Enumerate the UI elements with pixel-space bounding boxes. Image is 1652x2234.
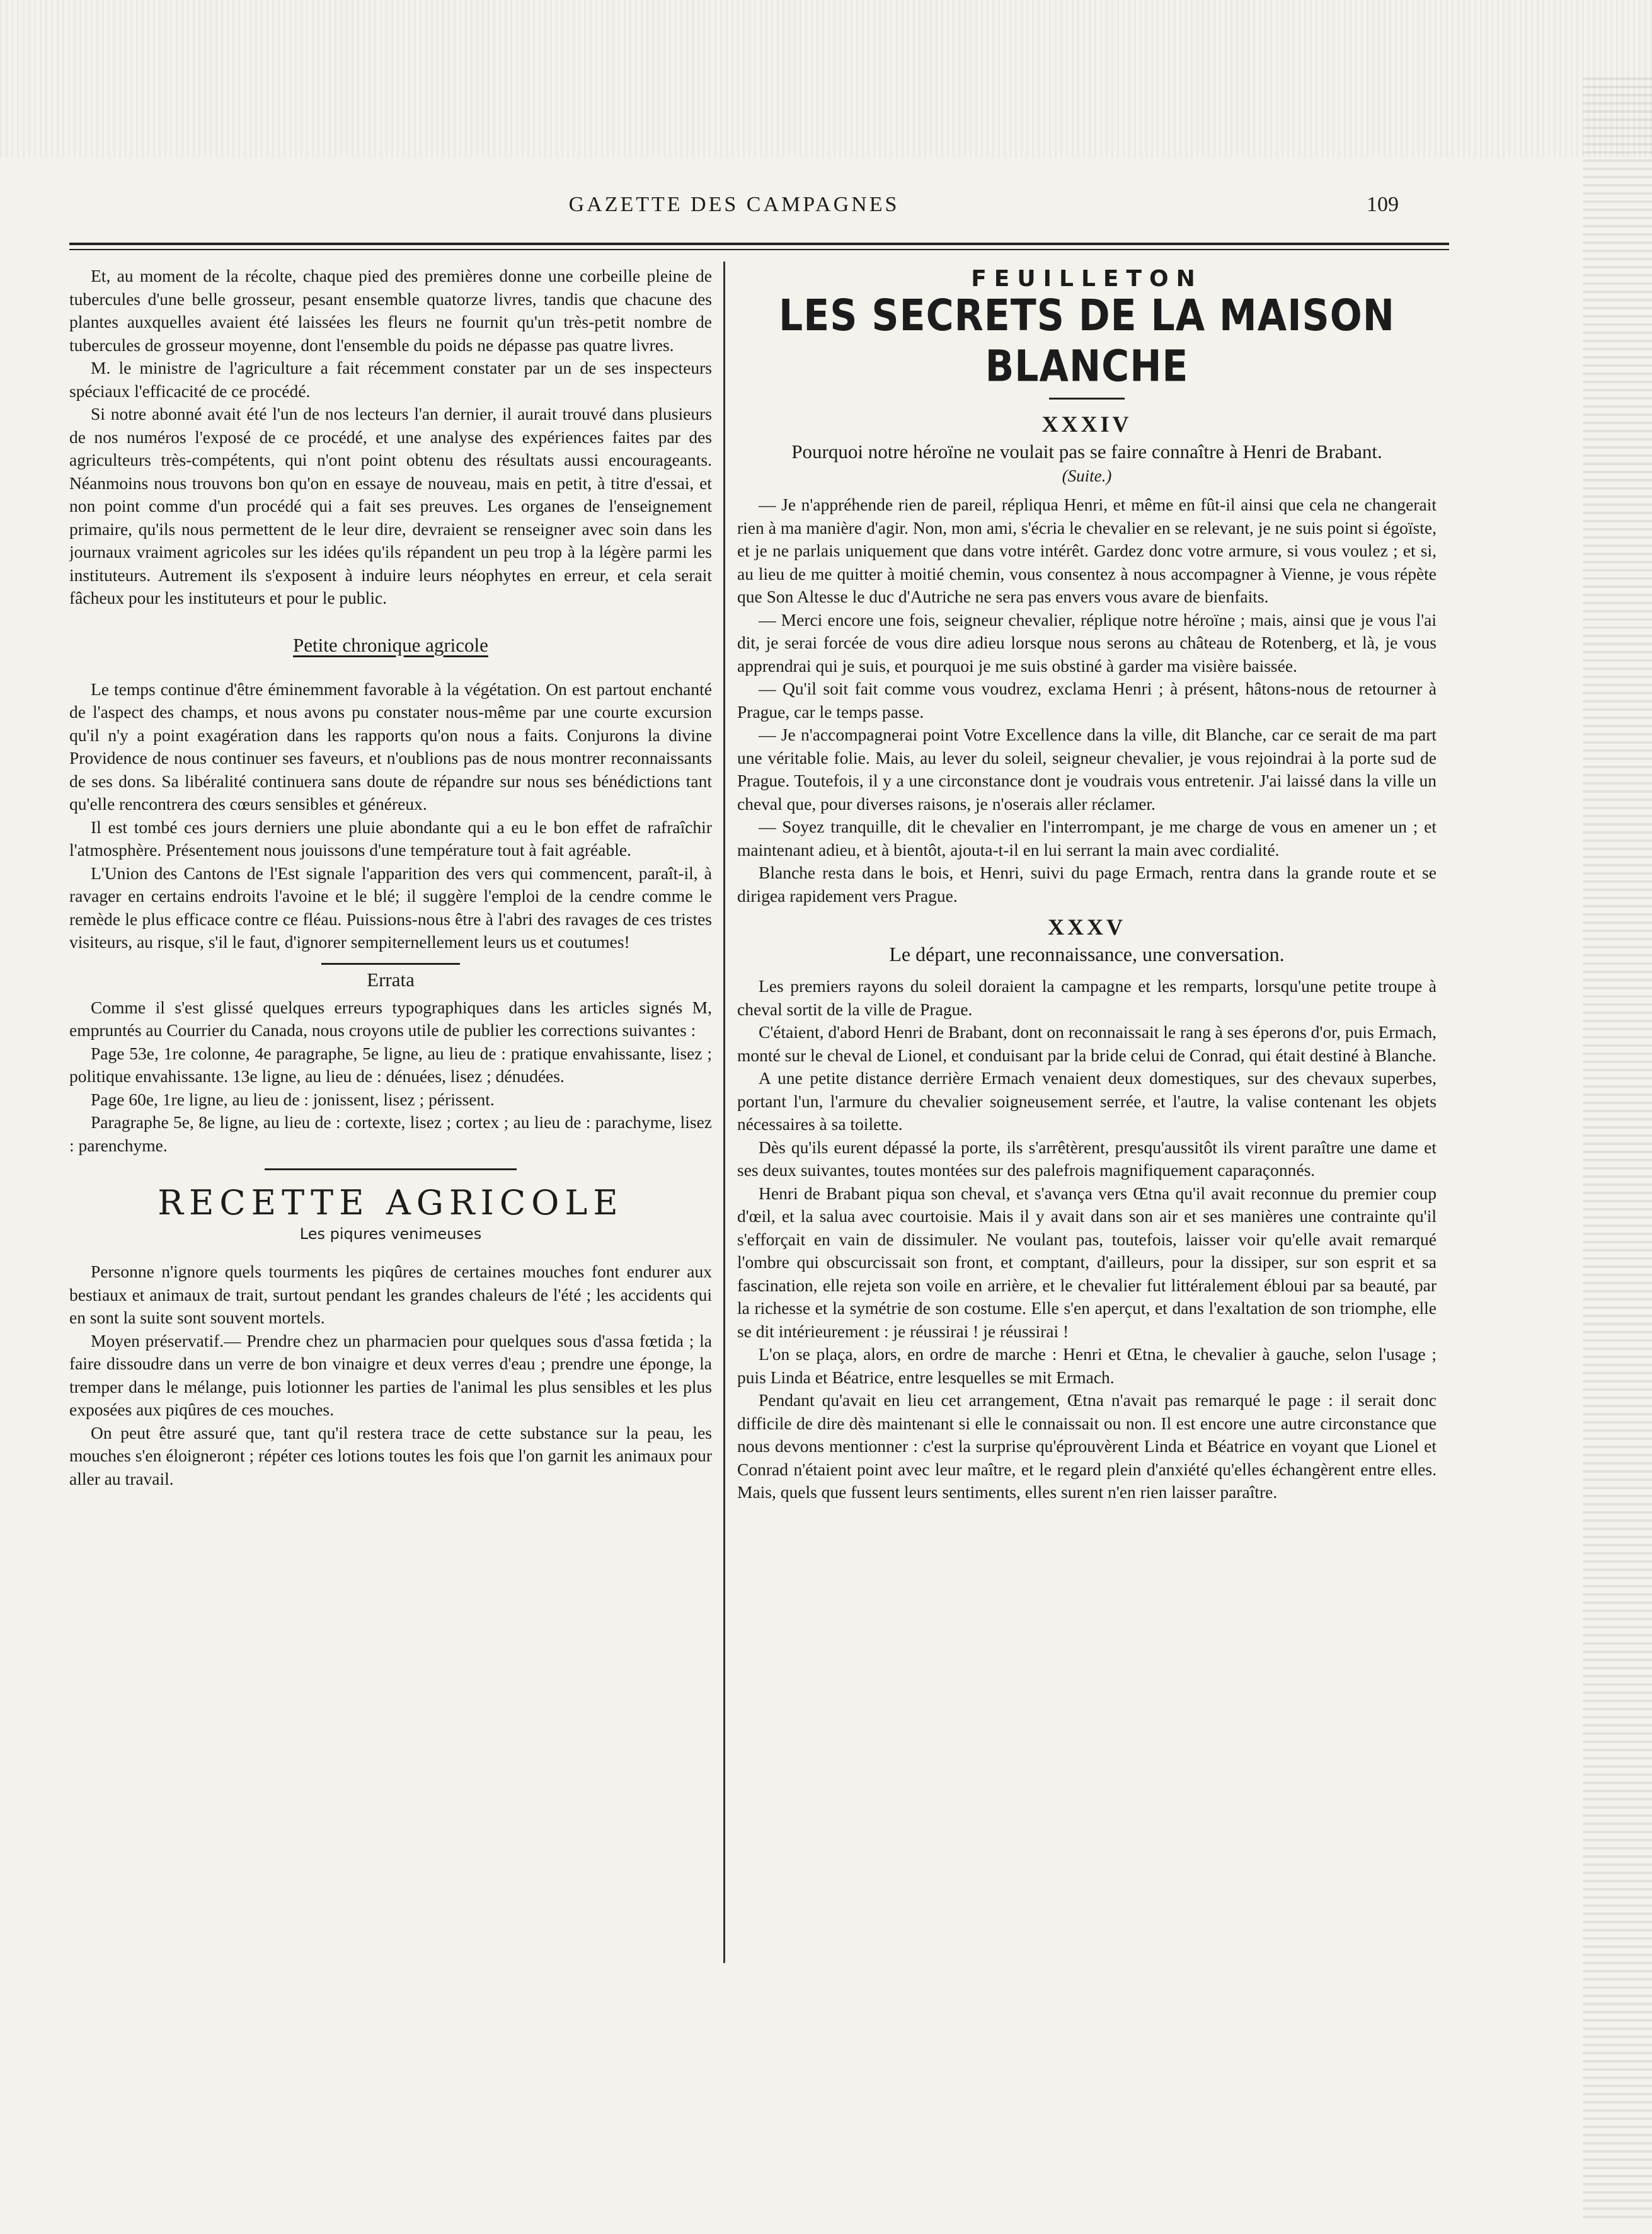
chapter-number: XXXIV [1041, 412, 1132, 437]
story-paragraph: Dès qu'ils eurent dépassé la porte, ils s'arrêtèrent, presqu'aussitôt ils virent paraître une dame et ses deux suivantes, toutes montées sur des palefrois magnifiquement caparaçonnés. [737, 1137, 1437, 1180]
intro-paragraph: Et, au moment de la récolte, chaque pied des premières donne une corbeille pleine de tubercules d'une belle grosseur, pesant ensemble quatorze livres, tandis que chacune des plantes auxquelles avaient été laissées les fleurs ne fournit qu'un très-petit nombre de tubercules de grosseur moyenne, dont l'ensemble du poids ne dépasse pas quatre livres. [69, 266, 712, 355]
recette-paragraph: Moyen préservatif.— Prendre chez un pharmacien pour quelques sous d'assa fœtida ; la faire dissoudre dans un verre de bon vinaigre et deux verres d'eau ; prendre une éponge, la tremper dans le mélange, puis lotionner les parties de l'animal les plus sensibles et les plus exposées aux piqûres de ces mouches. [69, 1330, 712, 1419]
page-number: 109 [1367, 193, 1399, 216]
story-paragraph: Henri de Brabant piqua son cheval, et s'avança vers Œtna qu'il avait reconnue du premier coup d'œil, et la salua avec courtoisie. Mais il y avait dans son air et ses manières une contrainte qu'il s'efforçait en vain de dissimuler. Ne voulant pas, toutefois, laisser voir qu'elle avait remarqué l'ombre qui obscurcissait son front, et comptant, d'ailleurs, pour la dissiper, sur son esprit et sa fascination, elle rejeta son voile en arrière, et le chevalier fut littéralement ébloui par sa beauté, par la richesse et la symétrie de son costume. Elle s'en aperçut, et dans l'exaltation de son triomphe, elle se dit intérieurement : je réussirai ! je réussirai ! [737, 1183, 1437, 1341]
recette-paragraph: Personne n'ignore quels tourments les piqûres de certaines mouches font endurer aux bestiaux et animaux de trait, surtout pendant les grandes chaleurs de l'été ; les accidents qui en sont la suite sont souvent mortels. [69, 1262, 712, 1327]
story-paragraph: Les premiers rayons du soleil doraient la campagne et les remparts, lorsqu'une petite troupe à cheval sortit de la ville de Prague. [737, 976, 1437, 1019]
chronique-title: Petite chronique agricole [293, 633, 488, 656]
chapter-title: Le départ, une reconnaissance, une conversation. [889, 943, 1285, 965]
feuilleton-heading: FEUILLETON [971, 266, 1203, 292]
story-paragraph: C'étaient, d'abord Henri de Brabant, dont on reconnaissait le rang à ses éperons d'or, puis Ermach, monté sur le cheval de Lionel, et conduisant par la bride celui de Conrad, qui était destiné à Blanche. [737, 1022, 1437, 1065]
section-divider [265, 1168, 517, 1170]
section-divider [321, 963, 460, 965]
scan-edge-right [1583, 76, 1652, 2218]
intro-paragraph: Si notre abonné avait été l'un de nos lecteurs l'an dernier, il aurait trouvé dans plusieurs de nos numéros l'exposé de ce procédé, et une analyse des expériences faites par des agriculteurs très-compétents, qui n'ont point obtenu des résultats aussi encourageants. Néanmoins nous trouvons bon qu'on en essaye de nouveau, mais en petit, à titre d'essai, et non point comme d'un procédé qui a fait ses preuves. Les organes de l'enseignement primaire, qu'ils nous permettent de le leur dire, devraient se renseigner avec soin dans les journaux vraiment agricoles sur les idées qu'ils répandent un peu trop à la légère parmi les instituteurs. Autrement ils s'exposent à induire leurs néophytes en erreur, et cela serait fâcheux pour les instituteurs et pour le public. [69, 404, 712, 607]
errata-paragraph: Paragraphe 5e, 8e ligne, au lieu de : cortexte, lisez ; cortex ; au lieu de : parachyme, lisez : parenchyme. [69, 1112, 712, 1155]
chapter-divider [1049, 398, 1125, 400]
scan-noise-top [0, 0, 1652, 158]
story-paragraph: — Merci encore une fois, seigneur chevalier, réplique notre héroïne ; mais, ainsi que je vous l'ai dit, je serai forcée de vous dire adieu lorsque nous serons au château de Rotenberg, et là, je vous apprendrai qui je suis, et pourquoi je me suis obstiné à garder ma visière baissée. [737, 609, 1437, 676]
page-header [69, 189, 1399, 227]
chapter-title: Pourquoi notre héroïne ne voulait pas se faire connaître à Henri de Brabant. [791, 440, 1382, 463]
story-paragraph: — Je n'accompagnerai point Votre Excellence dans la ville, dit Blanche, car ce serait de ma part une véritable folie. Mais, au lever du soleil, seigneur chevalier, je vous rejoindrai à la porte sud de Prague. Toutefois, il y a une circonstance dont je voudrais vous entretenir. J'ai laissé dans la ville un cheval que, pour diverses raisons, je n'oserais aller réclamer. [737, 725, 1437, 814]
story-paragraph: — Je n'appréhende rien de pareil, répliqua Henri, et même en fût-il ainsi que cela ne changerait rien à ma manière d'agir. Non, mon ami, s'écria le chevalier en se relevant, je ne suis point si égoïste, et je ne parlais uniquement que dans votre intérêt. Gardez donc votre armure, si vous voulez ; et si, au lieu de me quitter à moitié chemin, vous consentez à nous accompagner à Vienne, je vous répète que Son Altesse le duc d'Autriche ne sera pas envers vous avare de bienfaits. [737, 495, 1437, 606]
newspaper-title: GAZETTE DES CAMPAGNES [568, 193, 900, 216]
story-paragraph: — Soyez tranquille, dit le chevalier en l'interrompant, je me charge de vous en amener un ; et maintenant adieu, et à bientôt, ajouta-t-il en lui serrant la main avec cordialité. [737, 817, 1437, 860]
errata-paragraph: Page 53e, 1re colonne, 4e paragraphe, 5e ligne, au lieu de : pratique envahissante, lisez ; politique envahissante. 13e ligne, au lieu de : dénuées, lisez ; dénudées. [69, 1043, 712, 1086]
chronique-paragraph: L'Union des Cantons de l'Est signale l'apparition des vers qui commencent, paraît-il, à ravager en certains endroits l'avoine et le blé; il suggère l'emploi de la cendre comme le remède le plus efficace contre ce fléau. Puissions-nous être à l'abri des ravages de ces tristes visiteurs, au risque, s'il le faut, d'ignorer sempiternellement leurs us et coutumes! [69, 863, 712, 952]
errata-paragraph: Comme il s'est glissé quelques erreurs typographiques dans les articles signés M, empruntés au Courrier du Canada, nous croyons utile de publier les corrections suivantes : [69, 997, 712, 1040]
serial-title: LES SECRETS DE LA MAISON BLANCHE [779, 290, 1395, 392]
chapter-number: XXXV [1048, 914, 1126, 940]
story-paragraph: A une petite distance derrière Ermach venaient deux domestiques, sur des chevaux superbes, portant l'un, l'armure du chevalier soigneusement serrée, et l'autre, la valise contenant les objets nécessaires à sa toilette. [737, 1068, 1437, 1134]
story-paragraph: — Qu'il soit fait comme vous voudrez, exclama Henri ; à présent, hâtons-nous de retourner à Prague, car le temps passe. [737, 679, 1437, 722]
recette-paragraph: On peut être assuré que, tant qu'il restera trace de cette substance sur la peau, les mouches s'en éloigneront ; répéter ces lotions toutes les fois que l'on garnit les animaux pour aller au travail. [69, 1422, 712, 1488]
chronique-paragraph: Il est tombé ces jours derniers une pluie abondante qui a eu le bon effet de rafraîchir l'atmosphère. Présentement nous jouissons d'une température tout à fait agréable. [69, 817, 712, 860]
column-divider [723, 262, 725, 1963]
left-column [69, 265, 712, 1490]
story-paragraph: Pendant qu'avait en lieu cet arrangement, Œtna n'avait pas remarqué le page : il serait donc difficile de dire dès maintenant si elle le connaissait ou non. Il est encore une autre circonstance que nous devons mentionner : c'est la surprise qu'éprouvèrent Linda et Béatrice en voyant que Lionel et Conrad n'étaient point avec leur maître, et le regard plein d'anxiété qu'elles échangèrent entre elles. Mais, quels que fussent leurs sentiments, elles surent n'en rien laisser paraître. [737, 1390, 1437, 1502]
header-rule-thin [69, 249, 1449, 250]
intro-paragraph: M. le ministre de l'agriculture a fait récemment constater par un de ses inspecteurs spéciaux l'efficacité de ce procédé. [69, 358, 712, 401]
header-rule-thick [69, 243, 1449, 245]
chapter-suite-note: (Suite.) [1062, 466, 1112, 485]
story-paragraph: Blanche resta dans le bois, et Henri, suivi du page Ermach, rentra dans la grande route et se dirigea rapidement vers Prague. [737, 863, 1437, 906]
recette-title: RECETTE AGRICOLE [158, 1183, 624, 1223]
right-column [737, 265, 1437, 1504]
chronique-paragraph: Le temps continue d'être éminemment favorable à la végétation. On est partout enchanté de l'aspect des champs, et nous avons pu constater nous-même par une courte excursion qu'il n'y a point exagération dans les rapports qu'on nous a faits. Conjurons la divine Providence de nous continuer ses faveurs, et n'oublions pas de nous montrer reconnaissants de ses dons. Sa libéralité continuera sans doute de répandre sur nous ses bénédictions tant qu'elle rencontrera des cœurs sensibles et généreux. [69, 679, 712, 814]
errata-title: Errata [367, 968, 415, 991]
recette-subtitle: Les piqures venimeuses [299, 1225, 482, 1243]
story-paragraph: L'on se plaça, alors, en ordre de marche : Henri et Œtna, le chevalier à gauche, selon l'usage ; puis Linda et Béatrice, entre lesquelles se mit Ermach. [737, 1344, 1437, 1387]
errata-paragraph: Page 60e, 1re ligne, au lieu de : jonissent, lisez ; périssent. [91, 1089, 495, 1109]
